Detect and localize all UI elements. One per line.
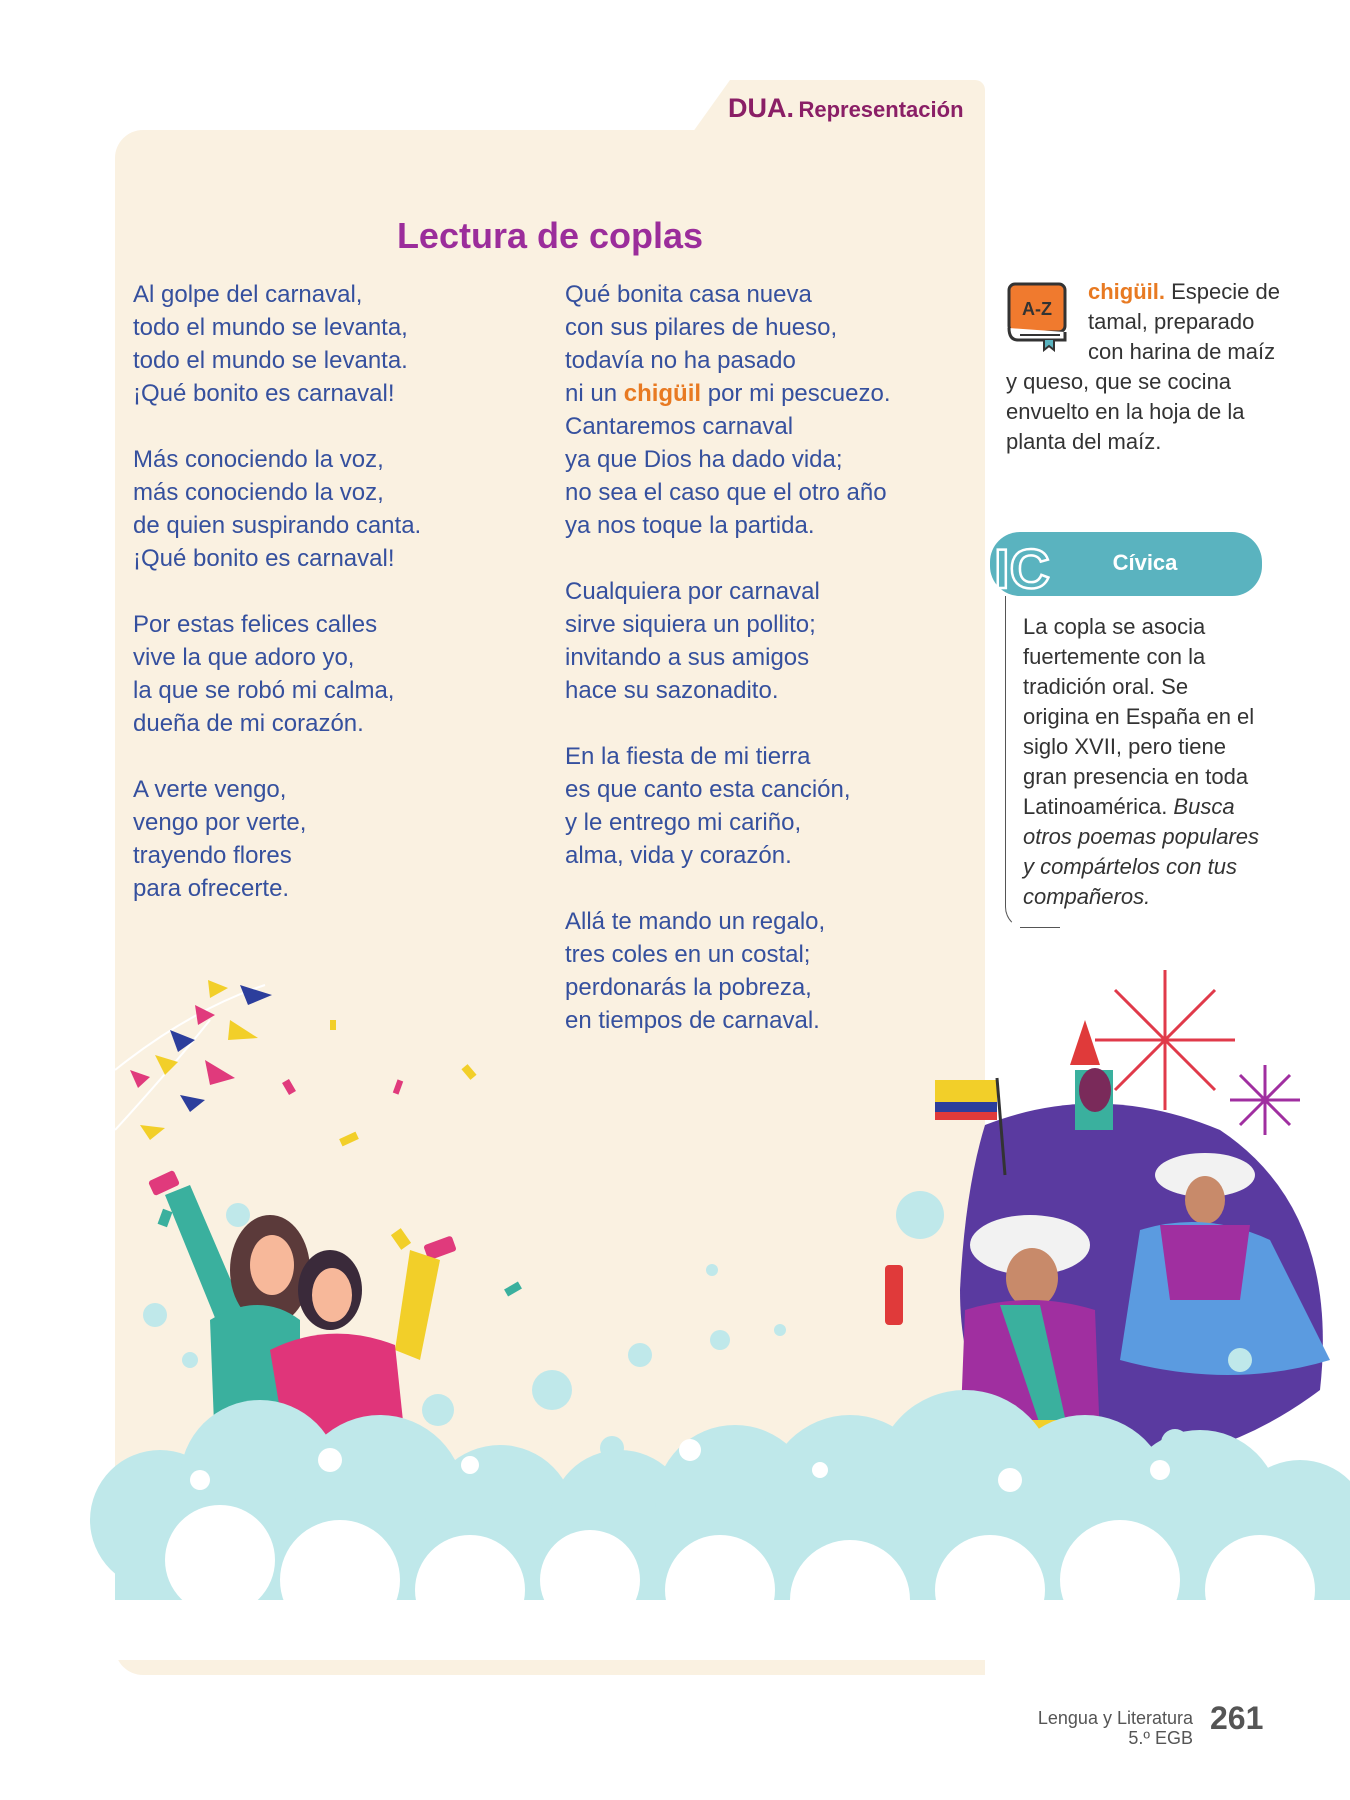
poem-line: más conociendo la voz, (133, 479, 384, 506)
glossary-note (1006, 277, 1296, 457)
stanza (133, 278, 553, 410)
glossary-line: y queso, que se cocina (1006, 369, 1232, 394)
dictionary-icon-label: A-Z (1022, 299, 1052, 319)
poem-line: A verte vengo, (133, 776, 287, 803)
stanza (565, 278, 975, 542)
stanza (133, 773, 553, 905)
stanza (565, 740, 975, 872)
civica-line: origina en España en el (1023, 704, 1255, 729)
civica-line (1023, 792, 1263, 822)
dua-label: DUA. (728, 93, 794, 123)
poem-line: todo el mundo se levanta. (133, 347, 408, 374)
poem-line: Al golpe del carnaval, (133, 281, 363, 308)
poem-line: Qué bonita casa nueva (565, 281, 812, 308)
bunting-flags (115, 980, 272, 1140)
poem-line: perdonarás la pobreza, (565, 974, 812, 1001)
poem-right-column (565, 278, 975, 1070)
glossary-line: con harina de maíz (1088, 339, 1276, 364)
poem-line (565, 377, 975, 410)
poem-line: la que se robó mi calma, (133, 677, 395, 704)
footer-subject (990, 1708, 1193, 1748)
glossary-line: planta del maíz. (1006, 429, 1162, 454)
stanza (565, 575, 975, 707)
civica-icon-label: IC (994, 537, 1050, 594)
stanza (133, 608, 553, 740)
poem-line: Allá te mando un regalo, (565, 908, 826, 935)
poem-line: en tiempos de carnaval. (565, 1007, 820, 1034)
stanza (133, 443, 553, 575)
civica-line-italic: otros poemas populares (1023, 824, 1260, 849)
poem-line: Por estas felices calles (133, 611, 378, 638)
poem-line: tres coles en un costal; (565, 941, 811, 968)
line-text: ni un (565, 380, 624, 407)
civica-line-italic: Busca (1173, 794, 1235, 819)
poem-line: vengo por verte, (133, 809, 307, 836)
civica-line: gran presencia en toda (1023, 764, 1249, 789)
poem-line: es que canto esta canción, (565, 776, 851, 803)
subject-label: Lengua y Literatura (1037, 1708, 1193, 1728)
poem-line: ya nos toque la partida. (565, 512, 815, 539)
poem-line: alma, vida y corazón. (565, 842, 792, 869)
poem-line: trayendo flores (133, 842, 292, 869)
glossary-term-highlight: chigüil (623, 380, 702, 407)
section-header (728, 93, 964, 124)
civica-line (1023, 882, 1263, 912)
poem-line: hace su sazonadito. (565, 677, 779, 704)
civica-line: La copla se asocia (1023, 614, 1206, 639)
poem-line: sirve siquiera un pollito; (565, 611, 816, 638)
civica-line-italic: y compártelos con tus (1023, 854, 1237, 879)
civica-line: siglo XVII, pero tiene (1023, 734, 1227, 759)
poem-line: dueña de mi corazón. (133, 710, 364, 737)
glossary-line: envuelto en la hoja de la (1006, 399, 1245, 424)
grade-label: 5.º EGB (1128, 1728, 1193, 1748)
carnival-illustration (0, 960, 1350, 1660)
civica-line: fuertemente con la (1023, 644, 1206, 669)
glossary-line (1006, 277, 1296, 307)
poem-line: Cualquiera por carnaval (565, 578, 820, 605)
civica-ic-icon (992, 536, 1054, 594)
poem-line: no sea el caso que el otro año (565, 479, 887, 506)
poem-line: En la fiesta de mi tierra (565, 743, 811, 770)
poem-line: y le entrego mi cariño, (565, 809, 802, 836)
civica-title: Cívica (1112, 550, 1178, 575)
civica-line-text: Latinoamérica. (1023, 794, 1174, 819)
page-title: Lectura de coplas (396, 215, 704, 256)
civica-line (1023, 822, 1263, 852)
poem-line: ¡Qué bonito es carnaval! (133, 380, 395, 407)
line-text: por mi pescuezo. (701, 380, 891, 407)
poem-line: ¡Qué bonito es carnaval! (133, 545, 395, 572)
poem-line: todo el mundo se levanta, (133, 314, 408, 341)
poem-line: para ofrecerte. (133, 875, 290, 902)
civica-line: tradición oral. Se (1023, 674, 1189, 699)
poem-line: Más conociendo la voz, (133, 446, 384, 473)
glossary-term: chigüil. (1088, 279, 1165, 304)
page-number: 261 (1210, 1700, 1264, 1736)
poem-line: ya que Dios ha dado vida; (565, 446, 843, 473)
poem-line: Cantaremos carnaval (565, 413, 794, 440)
civica-line (1023, 852, 1263, 882)
representation-label: Representación (798, 97, 964, 122)
civica-line-italic: compañeros. (1023, 884, 1151, 909)
poem-line: todavía no ha pasado (565, 347, 796, 374)
glossary-text: Especie de (1165, 279, 1280, 304)
glossary-line: tamal, preparado (1088, 309, 1255, 334)
civica-text (1023, 612, 1263, 912)
poem-line: vive la que adoro yo, (133, 644, 355, 671)
poem-line: de quien suspirando canta. (133, 512, 422, 539)
poem-line: invitando a sus amigos (565, 644, 810, 671)
poem-line: con sus pilares de hueso, (565, 314, 838, 341)
poem-left-column (133, 278, 553, 938)
civica-box-bottom-border (1020, 927, 1060, 928)
